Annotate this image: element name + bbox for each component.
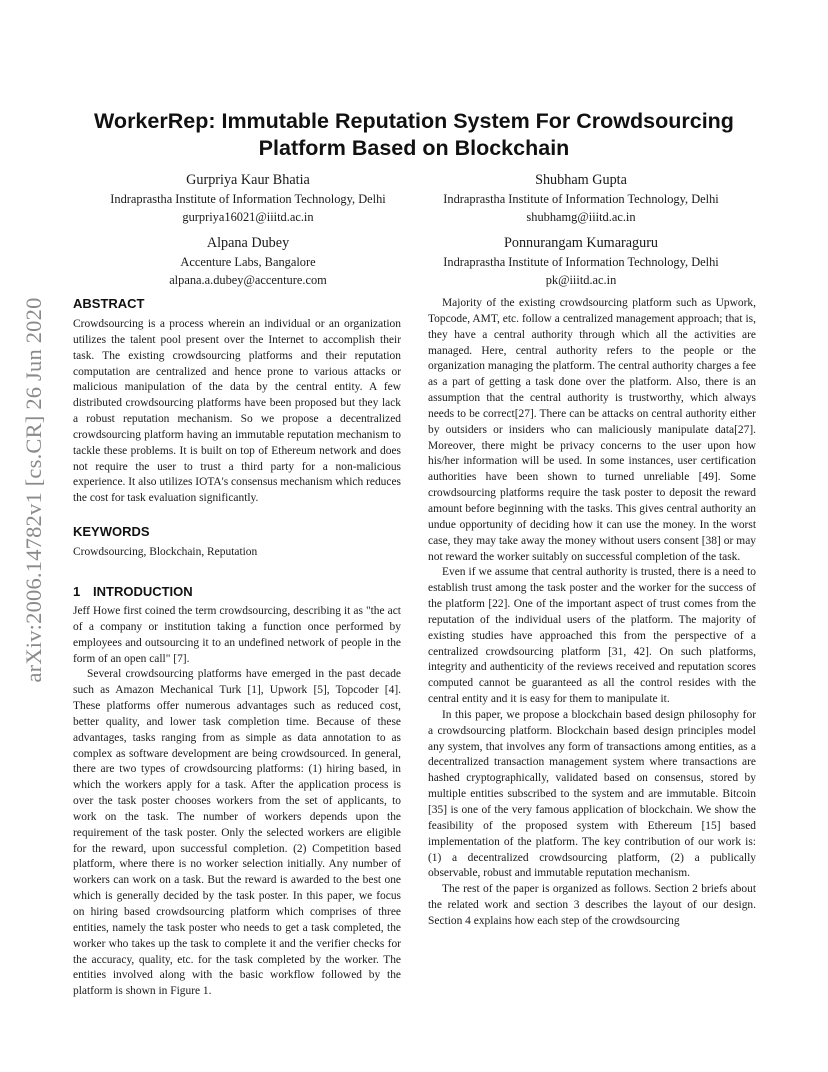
body-paragraph-4: The rest of the paper is organized as follows. Section 2 briefs about the related work and section 3 describes the layout of our design. Section 4 explains how each step of the crowdsourcing xyxy=(428,883,756,927)
author-name: Alpana Dubey xyxy=(206,235,290,251)
author-name: Ponnurangam Kumaraguru xyxy=(503,235,659,251)
author-affiliation: Indraprastha Institute of Information Technology, Delhi xyxy=(443,192,719,206)
keywords-text: Crowdsourcing, Blockchain, Reputation xyxy=(73,546,258,559)
author-affiliation: Indraprastha Institute of Information Technology, Delhi xyxy=(443,255,719,269)
introduction-heading xyxy=(73,584,401,600)
section-title: INTRODUCTION xyxy=(93,583,193,599)
author-name: Shubham Gupta xyxy=(535,172,627,188)
author-email: alpana.a.dubey@accenture.com xyxy=(169,273,327,287)
body-paragraph-3: In this paper, we propose a blockchain based design philosophy for a crowdsourcing platform. Blockchain based design principles model any system, that involves any form of transactions among entities, as a decentralized transaction management system where transactions are hashed cryptographically, validated based on consensus, stored by multiple entities subscribed to the system and are immutable. Bitcoin [35] is one of the very famous application of blockchain. We show the feasibility of the proposed system with Ethereum [15] based implementation of the platform. The key contribution of our work is: (1) a decentralized crowdsourcing platform, (2) a publically observable, robust and immutable reputation mechanism. xyxy=(428,708,756,880)
author-affiliation: Accenture Labs, Bangalore xyxy=(180,255,316,269)
section-number: 1 xyxy=(73,583,81,599)
author-email: gurpriya16021@iiitd.ac.in xyxy=(182,210,314,224)
intro-paragraph-2: Several crowdsourcing platforms have emerged in the past decade such as Amazon Mechanical Turk [1], Upwork [5], Topcoder [4]. These platforms offer numerous advantages such as reduced cost, better quality, and lower task completion time. Because of these advantages, tasks ranging from as simple as data annotation to as complex as software development are being crowdsourced. In general, there are two types of crowdsourcing platforms: (1) hiring based, in which the workers apply for a task. After the application process is over the task poster chooses workers from the set of applicants, to work on the task. The number of workers depends upon the requirement of the task poster. Only the selected workers are eligible for the reward, upon successful completion. (2) Competition based platform, where there is no worker selection initially. Any number of workers can work on a task. But the reward is awarded to the best one which is generally decided by the task poster. In this paper, we focus on hiring based crowdsourcing platform which comprises of three entities, namely the task poster who needs to get a task completed, the worker who takes up the task to complete it and the verifier checks for the accuracy, quality, etc. for the task completed by the worker. The entities involved along with the basic workflow followed by the platform is shown in Figure 1. xyxy=(73,668,401,998)
body-paragraph-2: Even if we assume that central authority is trusted, there is a need to establish trust among the task poster and the worker for the success of the platform [22]. One of the important aspect of trust comes from the reputation of the individual users of the platform. The majority of existing studies have approached this from the perspective of a centralized crowdsourcing platform [31, 42]. On such platforms, integrity and authenticity of the reviews received and reputation scores computed cannot be guaranteed as all the control resides with the central entity and it is easy for them to manipulate it. xyxy=(428,566,756,706)
author-email: pk@iiitd.ac.in xyxy=(545,273,617,287)
abstract-text: Crowdsourcing is a process wherein an individual or an organization utilizes the talent pool present over the Internet to accomplish their task. The existing crowdsourcing platforms and their reputation computation are centralized and hence prone to various attacks or malicious manipulation of the data by the central entity. A few distributed crowdsourcing platforms have been proposed but they lack a robust reputation mechanism. So we propose a decentralized crowdsourcing platform having an immutable reputation mechanism to tackle these problems. It is built on top of Ethereum network and does not require the user to trust a third party for a non-malicious experience. It also utilizes IOTA's consensus mechanism which reduces the cost for task evaluation significantly. xyxy=(73,318,401,505)
arxiv-sidebar-stamp xyxy=(14,290,54,690)
intro-paragraph-1: Jeff Howe first coined the term crowdsourcing, describing it as "the act of a company or institution taking a function once performed by employees and outsourcing it to an undefined network of people in the form of an open call" [7]. xyxy=(73,604,401,665)
author-affiliation: Indraprastha Institute of Information Technology, Delhi xyxy=(110,192,386,206)
body-paragraph-1: Majority of the existing crowdsourcing platform such as Upwork, Topcode, AMT, etc. follow a centralized management approach; that is, they have a central authority through which all the activities are managed. Here, central authority refers to the people or the organization managing the platform. The central authority charges a fee as a part of getting a task done over the platform. Also, there is an assumption that the central authority is trustworthy, which always needs to be correct[27]. There can be attacks on central authority either by outsiders or insiders who can maliciously manipulate data[27]. Moreover, there might be privacy concerns to the user upon how his/her information will be used. In some instances, user certification authorities have been shown to turned unreliable [49]. Some crowdsourcing platforms require the task poster to deposit the reward amount before beginning with the tasks. This gives central authority an undue opportunity of deciding how it can use the money. In the worst case, they may take away the money without users consent [38] or may not reward the worker suitably on successful completion of the task. xyxy=(428,297,756,563)
author-block-4 xyxy=(420,233,742,289)
author-block-1 xyxy=(90,170,406,226)
right-column xyxy=(428,296,756,930)
author-email: shubhamg@iiitd.ac.in xyxy=(526,210,636,224)
author-block-2 xyxy=(420,170,742,226)
author-block-3 xyxy=(90,233,406,289)
abstract-heading: ABSTRACT xyxy=(73,296,145,311)
keywords-heading: KEYWORDS xyxy=(73,524,150,540)
paper-title: WorkerRep: Immutable Reputation System For Crowdsourcing Platform Based on Blockchain xyxy=(94,109,734,160)
arxiv-identifier: arXiv:2006.14782v1 [cs.CR] 26 Jun 2020 xyxy=(21,297,46,683)
left-column xyxy=(73,296,401,1000)
author-name: Gurpriya Kaur Bhatia xyxy=(186,172,310,188)
